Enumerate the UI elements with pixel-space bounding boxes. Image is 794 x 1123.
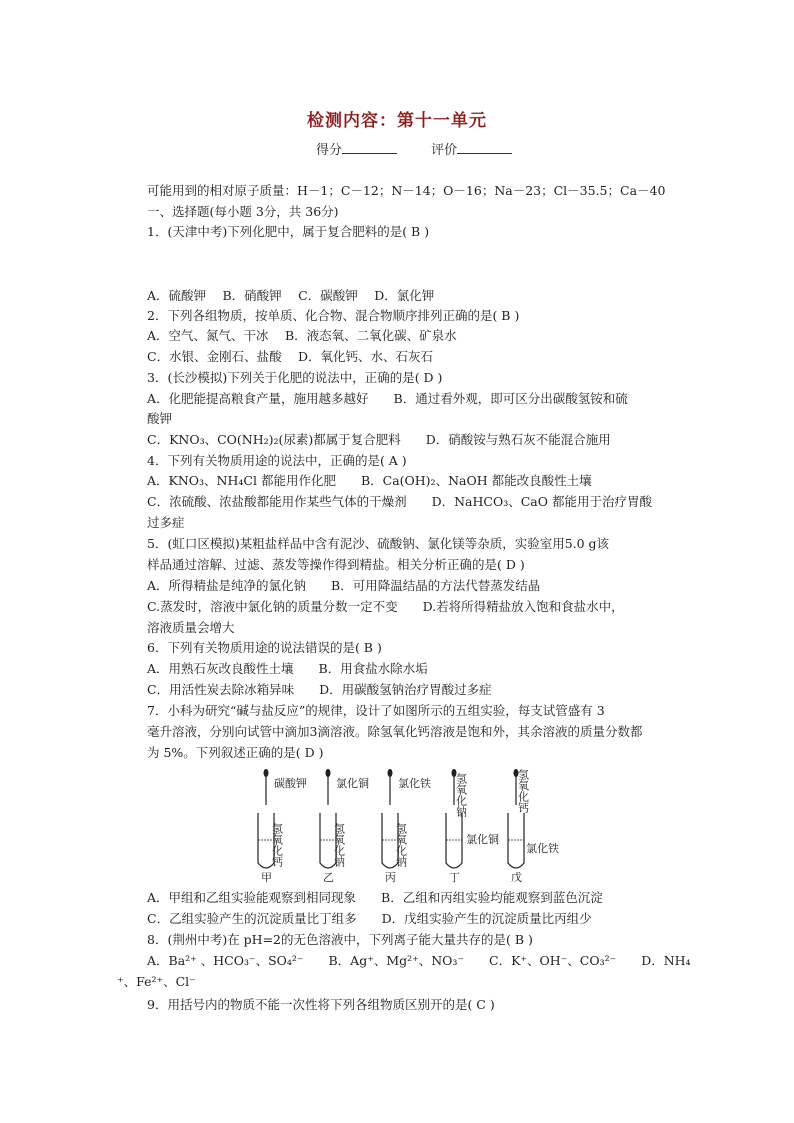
q5-options-ab: A．所得精盐是纯净的氯化钠 B．可用降温结晶的方法代替蒸发结晶 [147, 578, 541, 593]
question-7-cont2: 为 5%。下列叙述正确的是( D ) [147, 745, 324, 760]
question-3: 3．(长沙模拟)下列关于化肥的说法中，正确的是( D ) [147, 370, 443, 385]
atomic-mass-line: 可能用到的相对原子质量：H－1；C－12；N－14；O－16；Na－23；Cl－35.5；Ca－40 [147, 183, 666, 198]
page-title: 检测内容：第十一单元 [307, 111, 487, 131]
tube-group-jia [258, 769, 307, 884]
q2-options-cd: C．水银、金刚石、盐酸 D．氧化钙、水、石灰石 [147, 349, 434, 364]
score-label: 得分 [316, 143, 343, 158]
test-tube-figure [258, 765, 559, 884]
question-1: 1．(天津中考)下列化肥中，属于复合肥料的是( B ) [147, 224, 430, 239]
group-label: 丙 [385, 871, 396, 884]
dropper-label: 碳酸钾 [274, 777, 307, 790]
q2-options-ab: A．空气、氮气、干冰 B．液态氧、二氧化碳、矿泉水 [147, 328, 457, 343]
tube-label: 氯化铜 [466, 833, 499, 846]
q6-options-cd: C．用活性炭去除冰箱异味 D．用碳酸氢钠治疗胃酸过多症 [147, 682, 492, 697]
q4-options-ab: A．KNO₃、NH₄Cl 都能用作化肥 B．Ca(OH)₂、NaOH 都能改良酸性土壤 [147, 473, 592, 488]
q8-options-cont: ⁺、Fe²⁺、Cl⁻ [117, 974, 196, 989]
dropper-label: 氢氧化钙 [516, 769, 530, 813]
q6-options-ab: A．用熟石灰改良酸性土壤 B．用食盐水除水垢 [147, 661, 428, 676]
question-7: 7．小科为研究“碱与盐反应”的规律，设计了如图所示的五组实验，每支试管盛有 3 [147, 703, 605, 718]
tube-label: 氢氧化钠 [332, 823, 346, 867]
eval-label: 评价 [431, 143, 458, 158]
question-5-cont: 样品通过溶解、过滤、蒸发等操作得到精盐。相关分析正确的是( D ) [147, 557, 525, 572]
eval-blank[interactable] [457, 141, 512, 154]
question-9: 9．用括号内的物质不能一次性将下列各组物质区别开的是( C ) [147, 997, 495, 1012]
section-heading: 一、选择题(每小题 3分，共 36分) [147, 204, 339, 219]
score-blank[interactable] [342, 141, 397, 154]
tube-group-yi [320, 769, 369, 884]
q8-options: A．Ba²⁺ 、HCO₃⁻、SO₄²⁻ B．Ag⁺、Mg²⁺、NO₃⁻ C．K⁺、OH⁻、CO₃²⁻ D．NH₄ [147, 953, 691, 968]
group-label: 乙 [323, 871, 334, 884]
q7-options-cd: C．乙组实验产生的沉淀质量比丁组多 D．戊组实验产生的沉淀质量比丙组少 [147, 911, 592, 926]
group-label: 戊 [511, 871, 522, 884]
q5-options-cd-cont: 溶液质量会增大 [147, 620, 235, 635]
q3-options-ab: A．化肥能提高粮食产量，施用越多越好 B．通过看外观，即可区分出碳酸氢铵和硫 [147, 391, 628, 406]
question-2: 2．下列各组物质，按单质、化合物、混合物顺序排列正确的是( B ) [147, 308, 520, 323]
q7-options-ab: A．甲组和乙组实验能观察到相同现象 B．乙组和丙组实验均能观察到蓝色沉淀 [147, 890, 603, 905]
q3-options-ab-cont: 酸钾 [147, 411, 173, 426]
q5-options-cd: C.蒸发时，溶液中氯化钠的质量分数一定不变 D.若将所得精盐放入饱和食盐水中， [147, 599, 624, 614]
dropper-label: 氢氧化钠 [454, 773, 468, 817]
tube-group-bing [382, 769, 431, 884]
score-line [316, 139, 512, 158]
question-5: 5．(虹口区模拟)某粗盐样品中含有泥沙、硫酸钠、氯化镁等杂质，实验室用5.0 g该 [147, 536, 610, 551]
q4-options-cd-cont: 过多症 [147, 515, 185, 530]
question-4: 4．下列有关物质用途的说法中，正确的是( A ) [147, 453, 407, 468]
tube-group-ding [446, 769, 499, 884]
tube-group-wu [508, 768, 559, 884]
dropper-label: 氯化铜 [336, 777, 369, 790]
tube-label: 氯化铁 [526, 842, 559, 855]
question-7-cont: 毫升溶液，分别向试管中滴加3滴溶液。除氢氧化钙溶液是饱和外，其余溶液的质量分数都 [147, 724, 643, 739]
group-label: 丁 [449, 871, 460, 884]
q4-options-cd: C．浓硫酸、浓盐酸都能用作某些气体的干燥剂 D．NaHCO₃、CaO 都能用于治疗胃酸 [147, 494, 652, 509]
q3-options-cd: C．KNO₃、CO(NH₂)₂(尿素)都属于复合肥料 D．硝酸铵与熟石灰不能混合施用 [147, 432, 611, 447]
question-8: 8．(荆州中考)在 pH=2的无色溶液中，下列离子能大量共存的是( B ) [147, 932, 533, 947]
q1-options: A．硫酸钾 B．硝酸钾 C．碳酸钾 D．氯化钾 [147, 288, 435, 303]
group-label: 甲 [261, 871, 272, 884]
tube-label: 氢氧化钙 [270, 823, 284, 867]
dropper-label: 氯化铁 [398, 777, 431, 790]
question-6: 6．下列有关物质用途的说法错误的是( B ) [147, 640, 382, 655]
tube-label: 氢氧化钠 [394, 823, 408, 867]
